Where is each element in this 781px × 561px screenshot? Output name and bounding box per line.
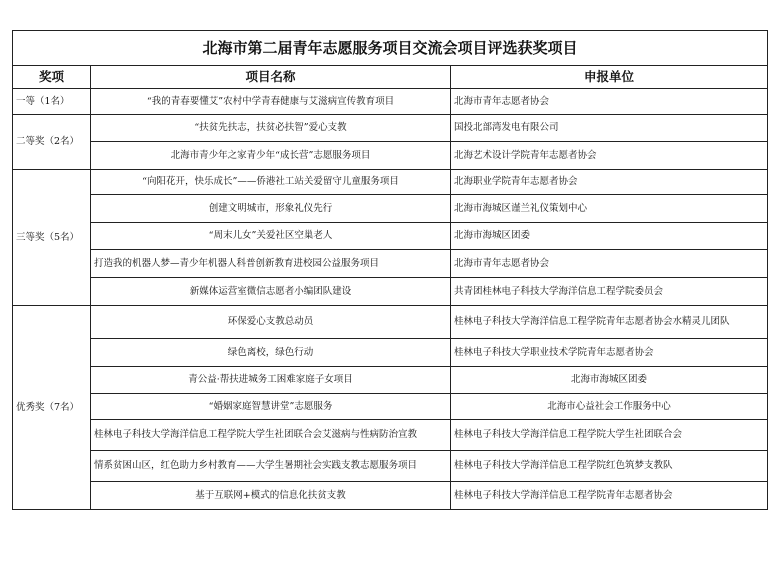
award-level-cell: 优秀奖（7名）	[13, 306, 91, 510]
table-row	[13, 195, 768, 223]
project-name-cell: 桂林电子科技大学海洋信息工程学院大学生社团联合会艾滋病与性病防治宣教	[91, 420, 451, 451]
table-row	[13, 278, 768, 306]
project-name-cell: 打造我的机器人梦—青少年机器人科普创新教育进校园公益服务项目	[91, 250, 451, 278]
award-level-cell: 三等奖（5名）	[13, 170, 91, 306]
project-name-cell: “扶贫先扶志，扶贫必扶智”爱心支教	[91, 115, 451, 142]
applicant-unit-cell: 北海艺术设计学院青年志愿者协会	[451, 142, 768, 170]
award-level-cell: 一等（1名）	[13, 89, 91, 115]
applicant-unit-cell: 北海市海城区谨兰礼仪策划中心	[451, 195, 768, 223]
applicant-unit-cell: 共青团桂林电子科技大学海洋信息工程学院委员会	[451, 278, 768, 306]
project-name-cell: “婚姻家庭智慧讲堂”志愿服务	[91, 394, 451, 420]
project-name-cell: 创建文明城市，形象礼仪先行	[91, 195, 451, 223]
table-row	[13, 306, 768, 339]
applicant-unit-cell: 北海市心益社会工作服务中心	[451, 394, 768, 420]
applicant-unit-cell: 桂林电子科技大学海洋信息工程学院红色筑梦支教队	[451, 451, 768, 482]
header-award: 奖项	[13, 66, 91, 89]
project-name-cell: “周末儿女”关爱社区空巢老人	[91, 223, 451, 250]
applicant-unit-cell: 桂林电子科技大学海洋信息工程学院青年志愿者协会	[451, 482, 768, 510]
project-name-cell: 基于互联网+模式的信息化扶贫支教	[91, 482, 451, 510]
table-row	[13, 170, 768, 195]
award-level-cell: 二等奖（2名）	[13, 115, 91, 170]
applicant-unit-cell: 北海市海城区团委	[451, 367, 768, 394]
table-row	[13, 250, 768, 278]
project-name-cell: 新媒体运营室微信志愿者小编团队建设	[91, 278, 451, 306]
applicant-unit-cell: 桂林电子科技大学海洋信息工程学院大学生社团联合会	[451, 420, 768, 451]
applicant-unit-cell: 桂林电子科技大学海洋信息工程学院青年志愿者协会水精灵儿团队	[451, 306, 768, 339]
award-table	[12, 30, 768, 510]
table-row	[13, 482, 768, 510]
project-name-cell: 情系贫困山区，红色助力乡村教育——大学生暑期社会实践支教志愿服务项目	[91, 451, 451, 482]
applicant-unit-cell: 北海市青年志愿者协会	[451, 250, 768, 278]
applicant-unit-cell: 北海市青年志愿者协会	[451, 89, 768, 115]
table-row	[13, 223, 768, 250]
table-row	[13, 89, 768, 115]
header-unit: 申报单位	[451, 66, 768, 89]
project-name-cell: 绿色离校，绿色行动	[91, 339, 451, 367]
applicant-unit-cell: 桂林电子科技大学职业技术学院青年志愿者协会	[451, 339, 768, 367]
applicant-unit-cell: 北海职业学院青年志愿者协会	[451, 170, 768, 195]
table-row	[13, 115, 768, 142]
table-row	[13, 420, 768, 451]
table-row	[13, 339, 768, 367]
project-name-cell: 北海市青少年之家青少年“成长营”志愿服务项目	[91, 142, 451, 170]
table-row	[13, 367, 768, 394]
applicant-unit-cell: 国投北部湾发电有限公司	[451, 115, 768, 142]
header-project: 项目名称	[91, 66, 451, 89]
project-name-cell: 环保爱心支教总动员	[91, 306, 451, 339]
table-row	[13, 394, 768, 420]
project-name-cell: 青公益·帮扶进城务工困难家庭子女项目	[91, 367, 451, 394]
table-row	[13, 451, 768, 482]
table-title: 北海市第二届青年志愿服务项目交流会项目评选获奖项目	[13, 31, 768, 66]
applicant-unit-cell: 北海市海城区团委	[451, 223, 768, 250]
project-name-cell: “我的青春要懂艾”农村中学青春健康与艾滋病宣传教育项目	[91, 89, 451, 115]
project-name-cell: “向阳花开，快乐成长”——侨港社工站关爱留守儿童服务项目	[91, 170, 451, 195]
table-row	[13, 142, 768, 170]
